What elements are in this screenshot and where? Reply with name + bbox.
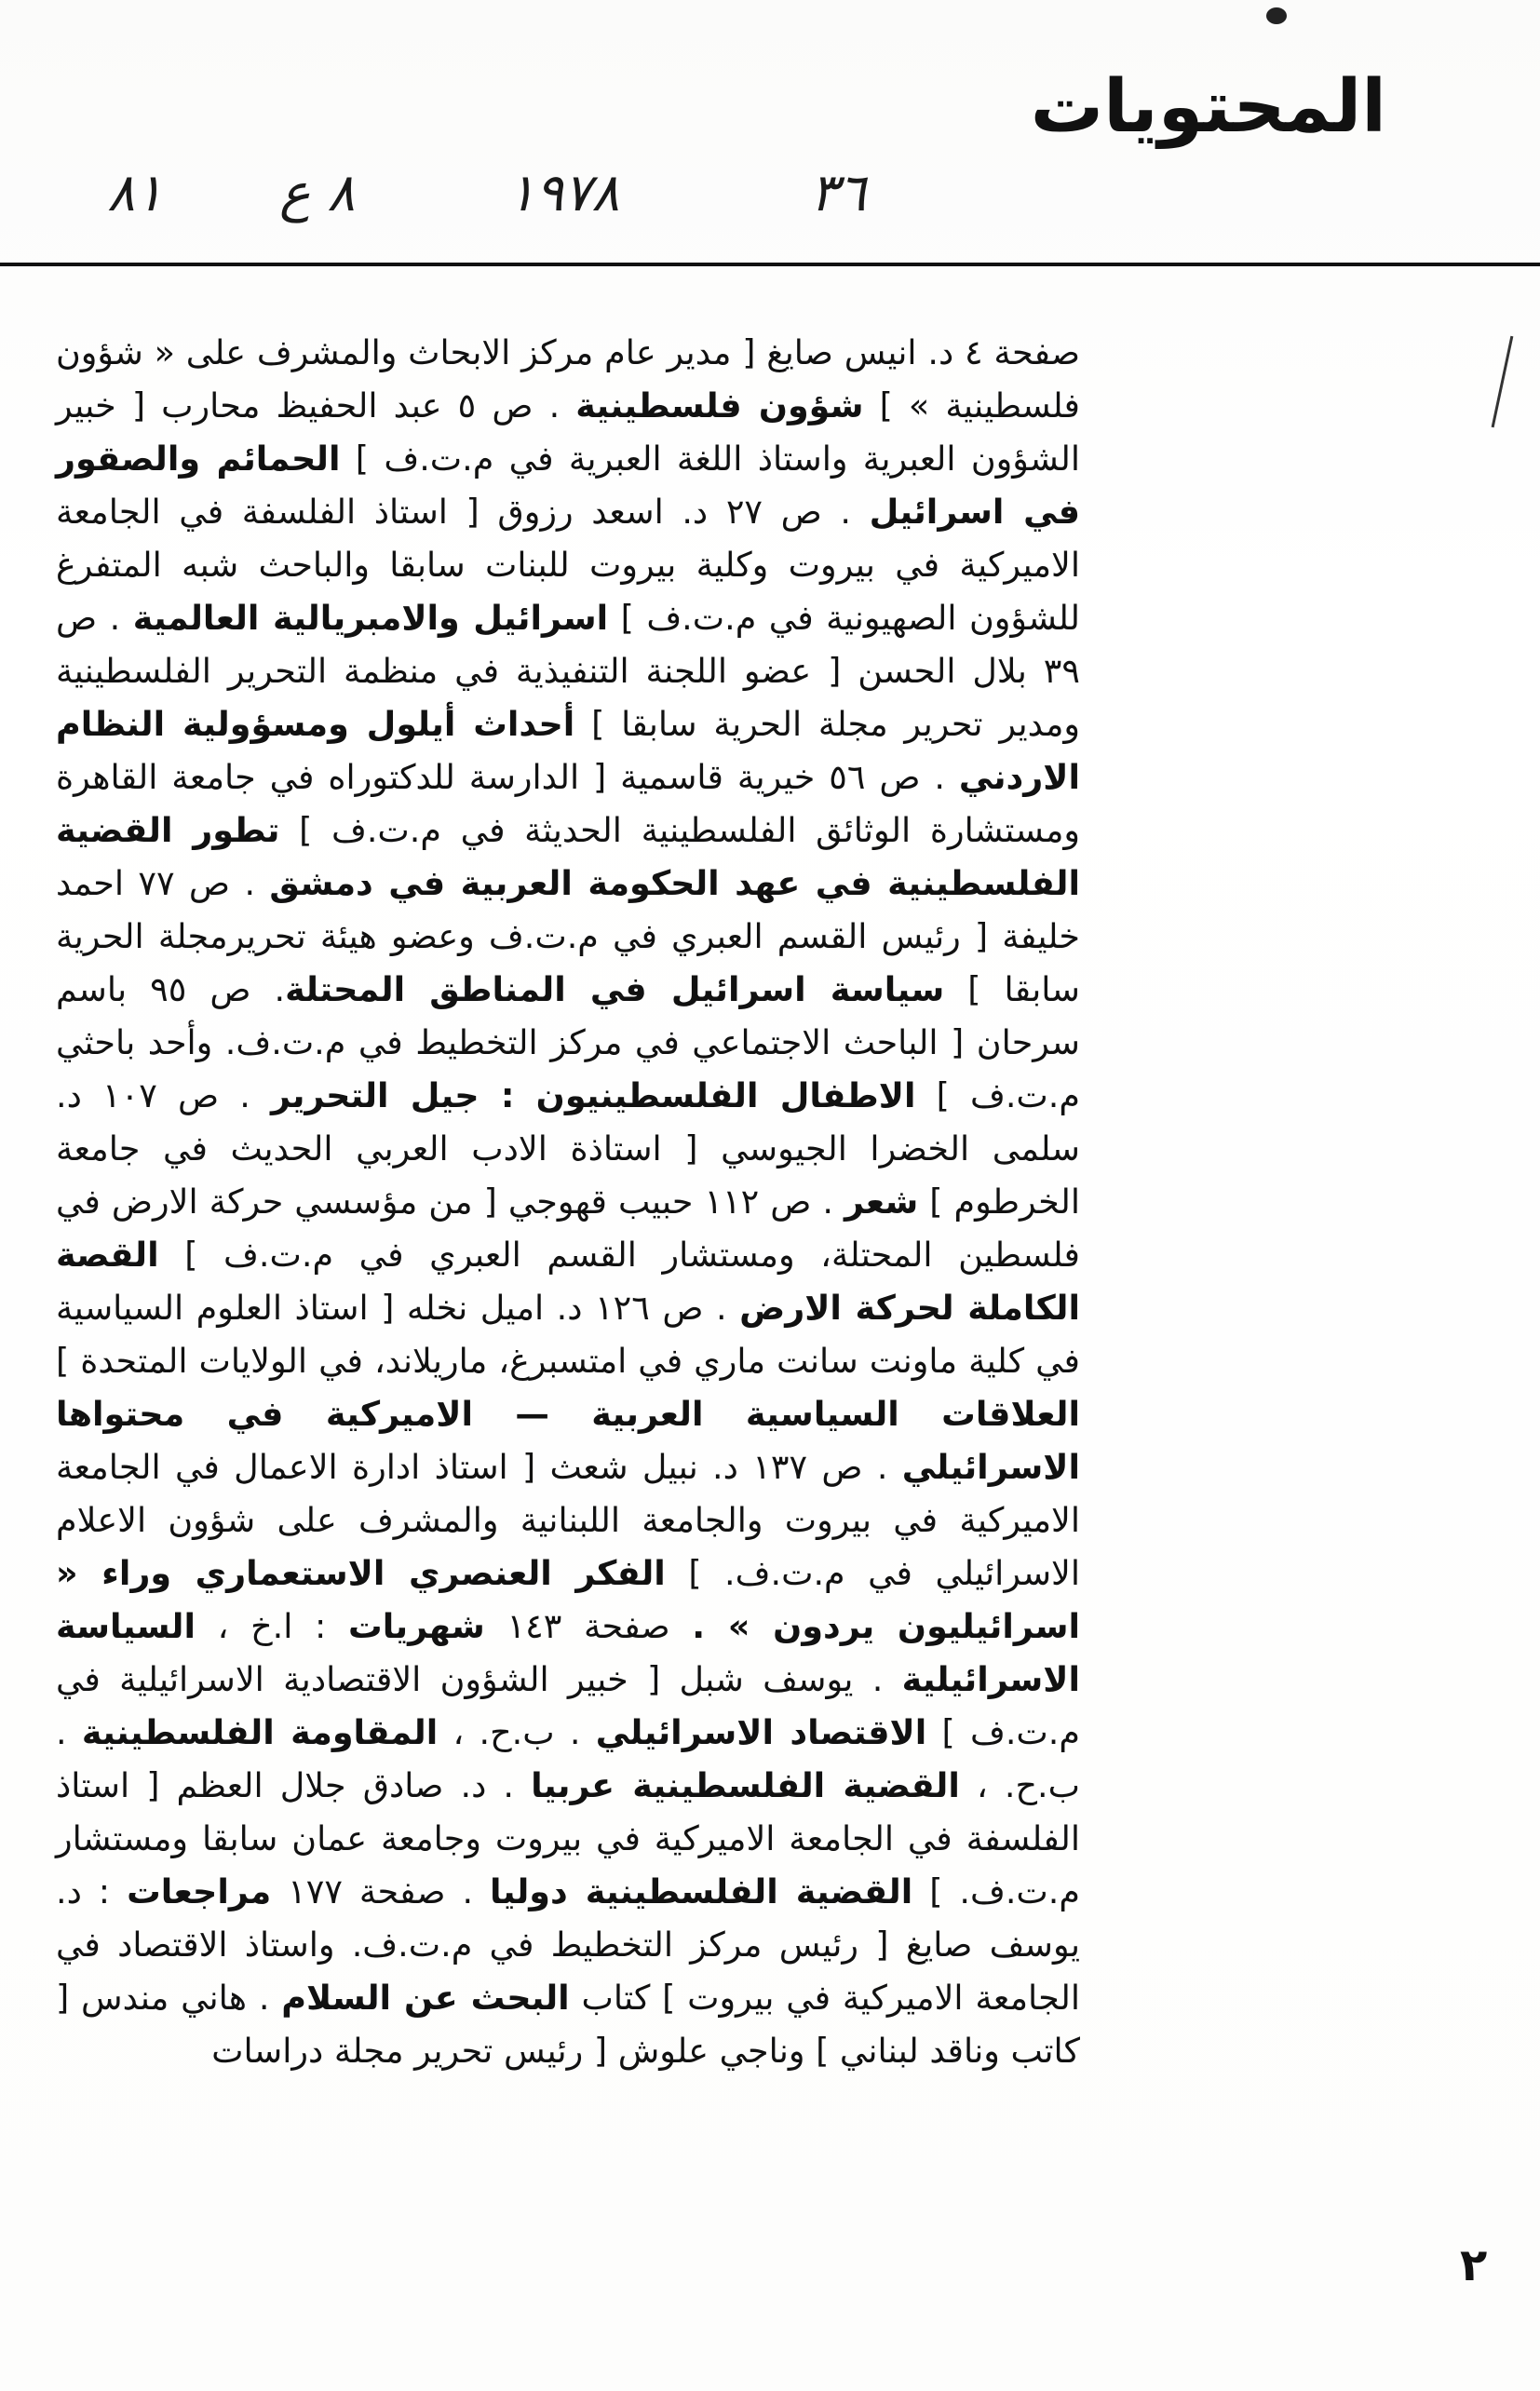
toc-entry-text: . ص ٩٥ باسم سرحان [ الباحث الاجتماعي في مركز التخطيط في م.ت.ف. وأحد باحثي م.ت.ف ]: [56, 969, 1080, 1115]
ink-speck: [1266, 7, 1287, 24]
toc-entry-text: . ص ١١٢ حبيب قهوجي [ من مؤسسي حركة الارض في فلسطين المحتلة، ومستشار القسم العبري في م.ت.ف ]: [56, 1182, 1080, 1275]
toc-entry-text: . ص ٣٩ بلال الحسن [ عضو اللجنة التنفيذية في منظمة التحرير الفلسطينية ومدير تحرير مجلة الحرية سابقا ]: [56, 598, 1081, 744]
page-number: ٢: [1460, 2239, 1488, 2291]
toc-entry-text: . ص ١٢٦ د. اميل نخله [ استاذ العلوم السياسية في كلية ماونت سانت ماري في امتسبرغ، ماريلاند، في الولايات المتحدة ]: [56, 1288, 1080, 1381]
toc-article-title: الاقتصاد الاسرائيلي: [595, 1712, 927, 1752]
toc-article-title: القصة الكاملة لحركة الارض: [56, 1235, 1080, 1328]
toc-entry-text: . ب.ح. ،: [56, 1712, 1080, 1805]
handwritten-code: ٨١: [107, 163, 164, 223]
toc-entry-text: . ص ٥ عبد الحفيظ محارب [ خبير الشؤون العبرية واستاذ اللغة العبرية في م.ت.ف ]: [56, 385, 1080, 479]
toc-entry-text: : د. يوسف صايغ [ رئيس مركز التخطيط في م.ت.ف. واستاذ الاقتصاد في الجامعة الاميركية في بيروت ] كتاب: [56, 1871, 1080, 2018]
page-title: المحتويات: [1030, 65, 1386, 149]
toc-article-title: القضية الفلسطينية دوليا: [490, 1871, 913, 1911]
handwritten-month: ٨ ع: [279, 163, 356, 223]
toc-article-title: البحث عن السلام: [281, 1978, 570, 2018]
toc-article-title: الفكر العنصري الاستعماري وراء « اسرائيليون يردون » .: [56, 1553, 1080, 1646]
toc-article-title: السياسة الاسرائيلية: [56, 1606, 1080, 1699]
toc-entry-text: . د. صادق جلال العظم [ استاذ الفلسفة في الجامعة الاميركية في بيروت وجامعة عمان سابقا ومستشار م.ت.ف. ]: [56, 1765, 1080, 1911]
toc-article-title: شعر: [844, 1182, 919, 1222]
handwritten-year: ١٩٧٨: [507, 163, 620, 223]
toc-entry-text: : ا.خ ،: [196, 1606, 349, 1646]
toc-article-title: القضية الفلسطينية عربيا: [531, 1765, 960, 1805]
toc-entry-text: . ص ١٠٧ د. سلمى الخضرا الجيوسي [ استاذة الادب العربي الحديث في جامعة الخرطوم ]: [56, 1075, 1080, 1222]
toc-article-title: مراجعات: [127, 1871, 272, 1911]
toc-article-title: المقاومة الفلسطينية: [81, 1712, 439, 1752]
toc-entry-text: . صفحة ١٧٧: [271, 1871, 490, 1911]
toc-entry-text: . ص ١٣٧ د. نبيل شعث [ استاذ ادارة الاعمال في الجامعة الاميركية في بيروت والجامعة اللبنانية والمشرف على شؤون الاعلام الاسرائيلي في م.ت.ف. ]: [56, 1447, 1080, 1593]
handwritten-issue-number: ٣٦: [810, 163, 867, 223]
toc-article-title: شؤون فلسطينية: [575, 385, 864, 426]
toc-entry-text: . ص ٧٧ احمد خليفة [ رئيس القسم العبري في م.ت.ف وعضو هيئة تحريرمجلة الحرية سابقا ]: [56, 863, 1080, 1009]
toc-article-title: أحداث أيلول ومسؤولية النظام الاردني: [56, 704, 1080, 797]
toc-entry-text: . يوسف شبل [ خبير الشؤون الاقتصادية الاسرائيلية في م.ت.ف ]: [56, 1659, 1080, 1752]
toc-article-title: شهريات: [348, 1606, 485, 1646]
toc-entry-text: صفحة ١٤٣: [484, 1606, 693, 1646]
table-of-contents-text: [56, 326, 1080, 2077]
toc-article-title: الاطفال الفلسطينيون : جيل التحرير: [271, 1075, 916, 1115]
toc-article-title: الحمائم والصقور في اسرائيل: [56, 439, 1080, 532]
header-divider: [0, 263, 1540, 266]
toc-entry-text: . ب.ح. ،: [438, 1712, 596, 1752]
toc-entry-text: صفحة ٤ د. انيس صايغ [ مدير عام مركز الابحاث والمشرف على « شؤون فلسطينية » ]: [56, 332, 1081, 426]
toc-entry-text: . ص ٥٦ خيرية قاسمية [ الدارسة للدكتوراه في جامعة القاهرة ومستشارة الوثائق الفلسطينية الحديثة في م.ت.ف ]: [56, 757, 1081, 850]
toc-article-title: اسرائيل والامبريالية العالمية: [132, 598, 609, 638]
toc-article-title: العلاقات السياسية العربية — الاميركية في محتواها الاسرائيلي: [56, 1394, 1080, 1487]
toc-entry-text: . هاني مندس [ كاتب وناقد لبناني ] وناجي علوش [ رئيس تحرير مجلة دراسات: [56, 1978, 1080, 2071]
toc-entry-text: . ص ٢٧ د. اسعد رزوق [ استاذ الفلسفة في الجامعة الاميركية في بيروت وكلية بيروت للبنات سابقا والباحث شبه المتفرغ للشؤون الصهيونية في م.ت.ف ]: [56, 492, 1081, 638]
toc-article-title: تطور القضية الفلسطينية في عهد الحكومة العربية في دمشق: [56, 810, 1080, 903]
toc-article-title: سياسة اسرائيل في المناطق المحتلة: [285, 969, 945, 1009]
